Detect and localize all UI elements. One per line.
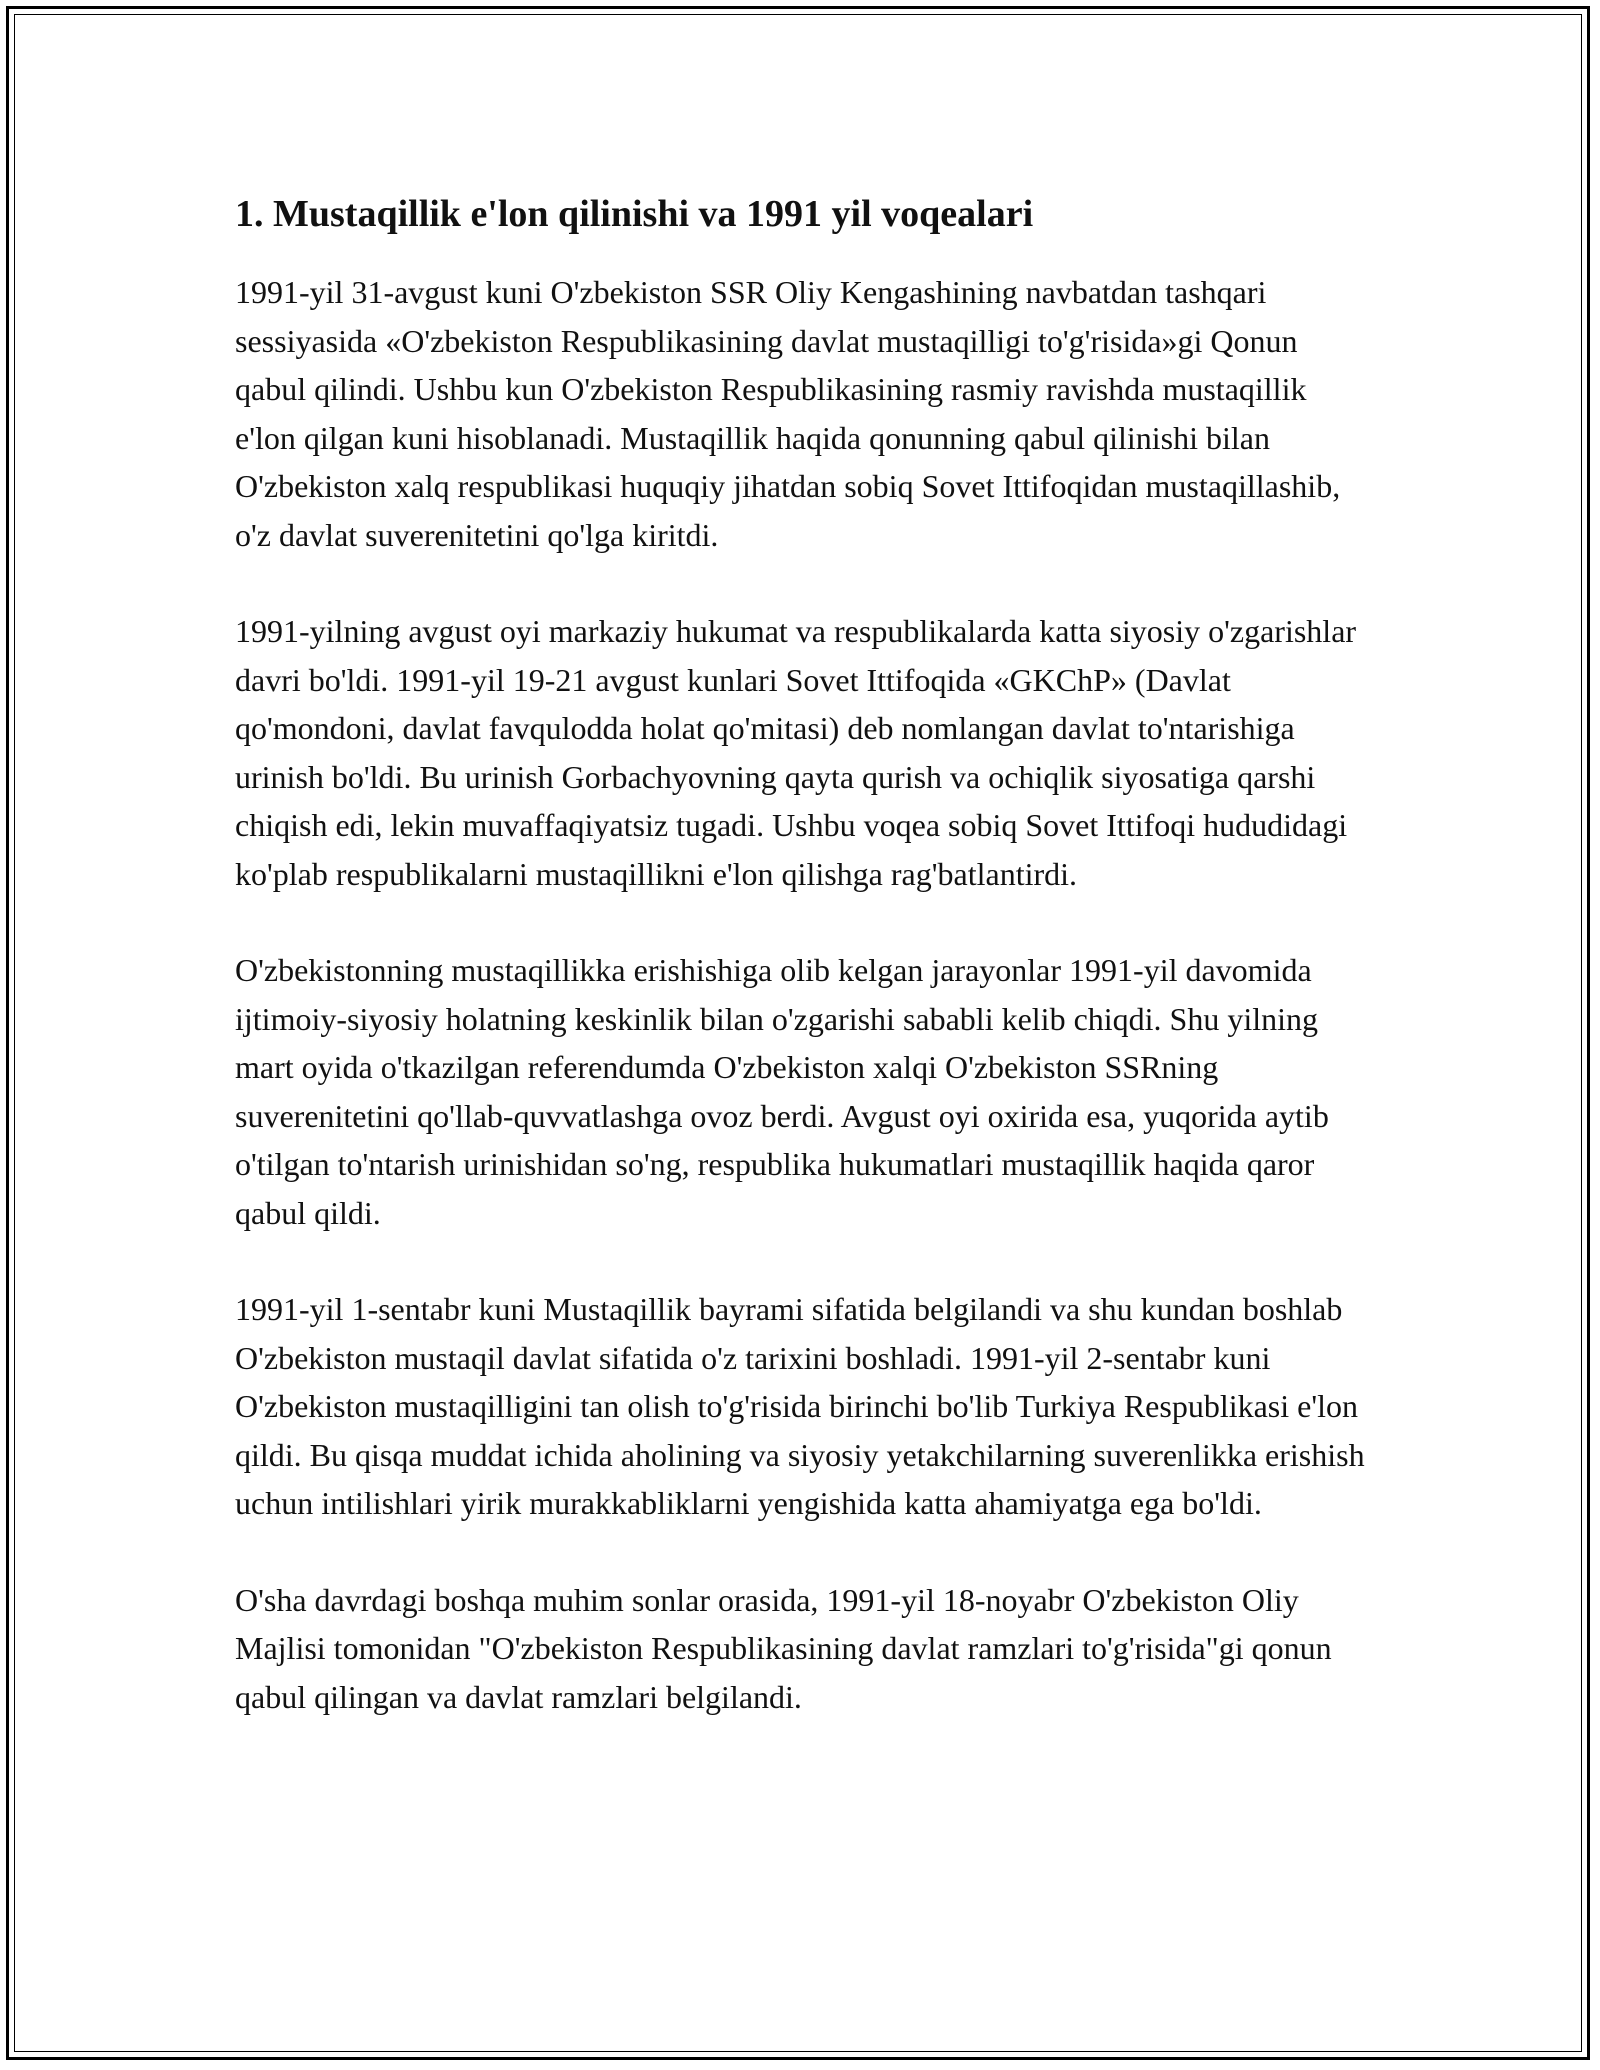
paragraph-independence-declaration: 1991-yil 31-avgust kuni O'zbekiston SSR Oliy Kengashining navbatdan tashqari sessiyasida «O'zbekiston Respublikasining davlat mustaqilligi to'g'risida»gi Qonun qabul qilindi. Ushbu kun O'zbekiston Respublikasining rasmiy ravishda mustaqillik e'lon qilgan kuni hisoblanadi. Mustaqillik haqida qonunning qabul qilinishi bilan O'zbekiston xalq respublikasi huquqiy jihatdan sobiq Sovet Ittifoqidan mustaqillashib, o'z davlat suverenitetini qo'lga kiritdi. [235, 274, 1341, 553]
paragraph-independence-day: 1991-yil 1-sentabr kuni Mustaqillik bayrami sifatida belgilandi va shu kundan boshlab O'zbekiston mustaqil davlat sifatida o'z tarixini boshladi. 1991-yil 2-sentabr kuni O'zbekiston mustaqilligini tan olish to'g'risida birinchi bo'lib Turkiya Respublikasi e'lon qildi. Bu qisqa muddat ichida aholining va siyosiy yetakchilarning suverenlikka erishish uchun intilishlari yirik murakkabliklarni yengishida katta ahamiyatga ega bo'ldi. [235, 1291, 1365, 1521]
paragraph-1991-processes: O'zbekistonning mustaqillikka erishishiga olib kelgan jarayonlar 1991-yil davomida ijtimoiy-siyosiy holatning keskinlik bilan o'zgarishi sababli kelib chiqdi. Shu yilning mart oyida o'tkazilgan referendumda O'zbekiston xalqi O'zbekiston SSRning suverenitetini qo'llab-quvvatlashga ovoz berdi. Avgust oyi oxirida esa, yuqorida aytib o'tilgan to'ntarish urinishidan so'ng, respublika hukumatlari mustaqillik haqida qaror qabul qildi. [235, 952, 1329, 1231]
paragraph-state-symbols: O'sha davrdagi boshqa muhim sonlar orasida, 1991-yil 18-noyabr O'zbekiston Oliy Majlisi tomonidan "O'zbekiston Respublikasining davlat ramzlari to'g'risida"gi qonun qabul qilingan va davlat ramzlari belgilandi. [235, 1581, 1332, 1715]
section-heading: 1. Mustaqillik e'lon qilinishi va 1991 yil voqealari [235, 193, 1034, 235]
document-body [235, 186, 1375, 1769]
paragraph-august-coup: 1991-yilning avgust oyi markaziy hukumat va respublikalarda katta siyosiy o'zgarishlar davri bo'ldi. 1991-yil 19-21 avgust kunlari Sovet Ittifoqida «GKChP» (Davlat qo'mondoni, davlat favqulodda holat qo'mitasi) deb nomlangan davlat to'ntarishiga urinish bo'ldi. Bu urinish Gorbachyovning qayta qurish va ochiqlik siyosatiga qarshi chiqish edi, lekin muvaffaqiyatsiz tugadi. Ushbu voqea sobiq Sovet Ittifoqi hududidagi ko'plab respublikalarni mustaqillikni e'lon qilishga rag'batlantirdi. [235, 613, 1357, 892]
